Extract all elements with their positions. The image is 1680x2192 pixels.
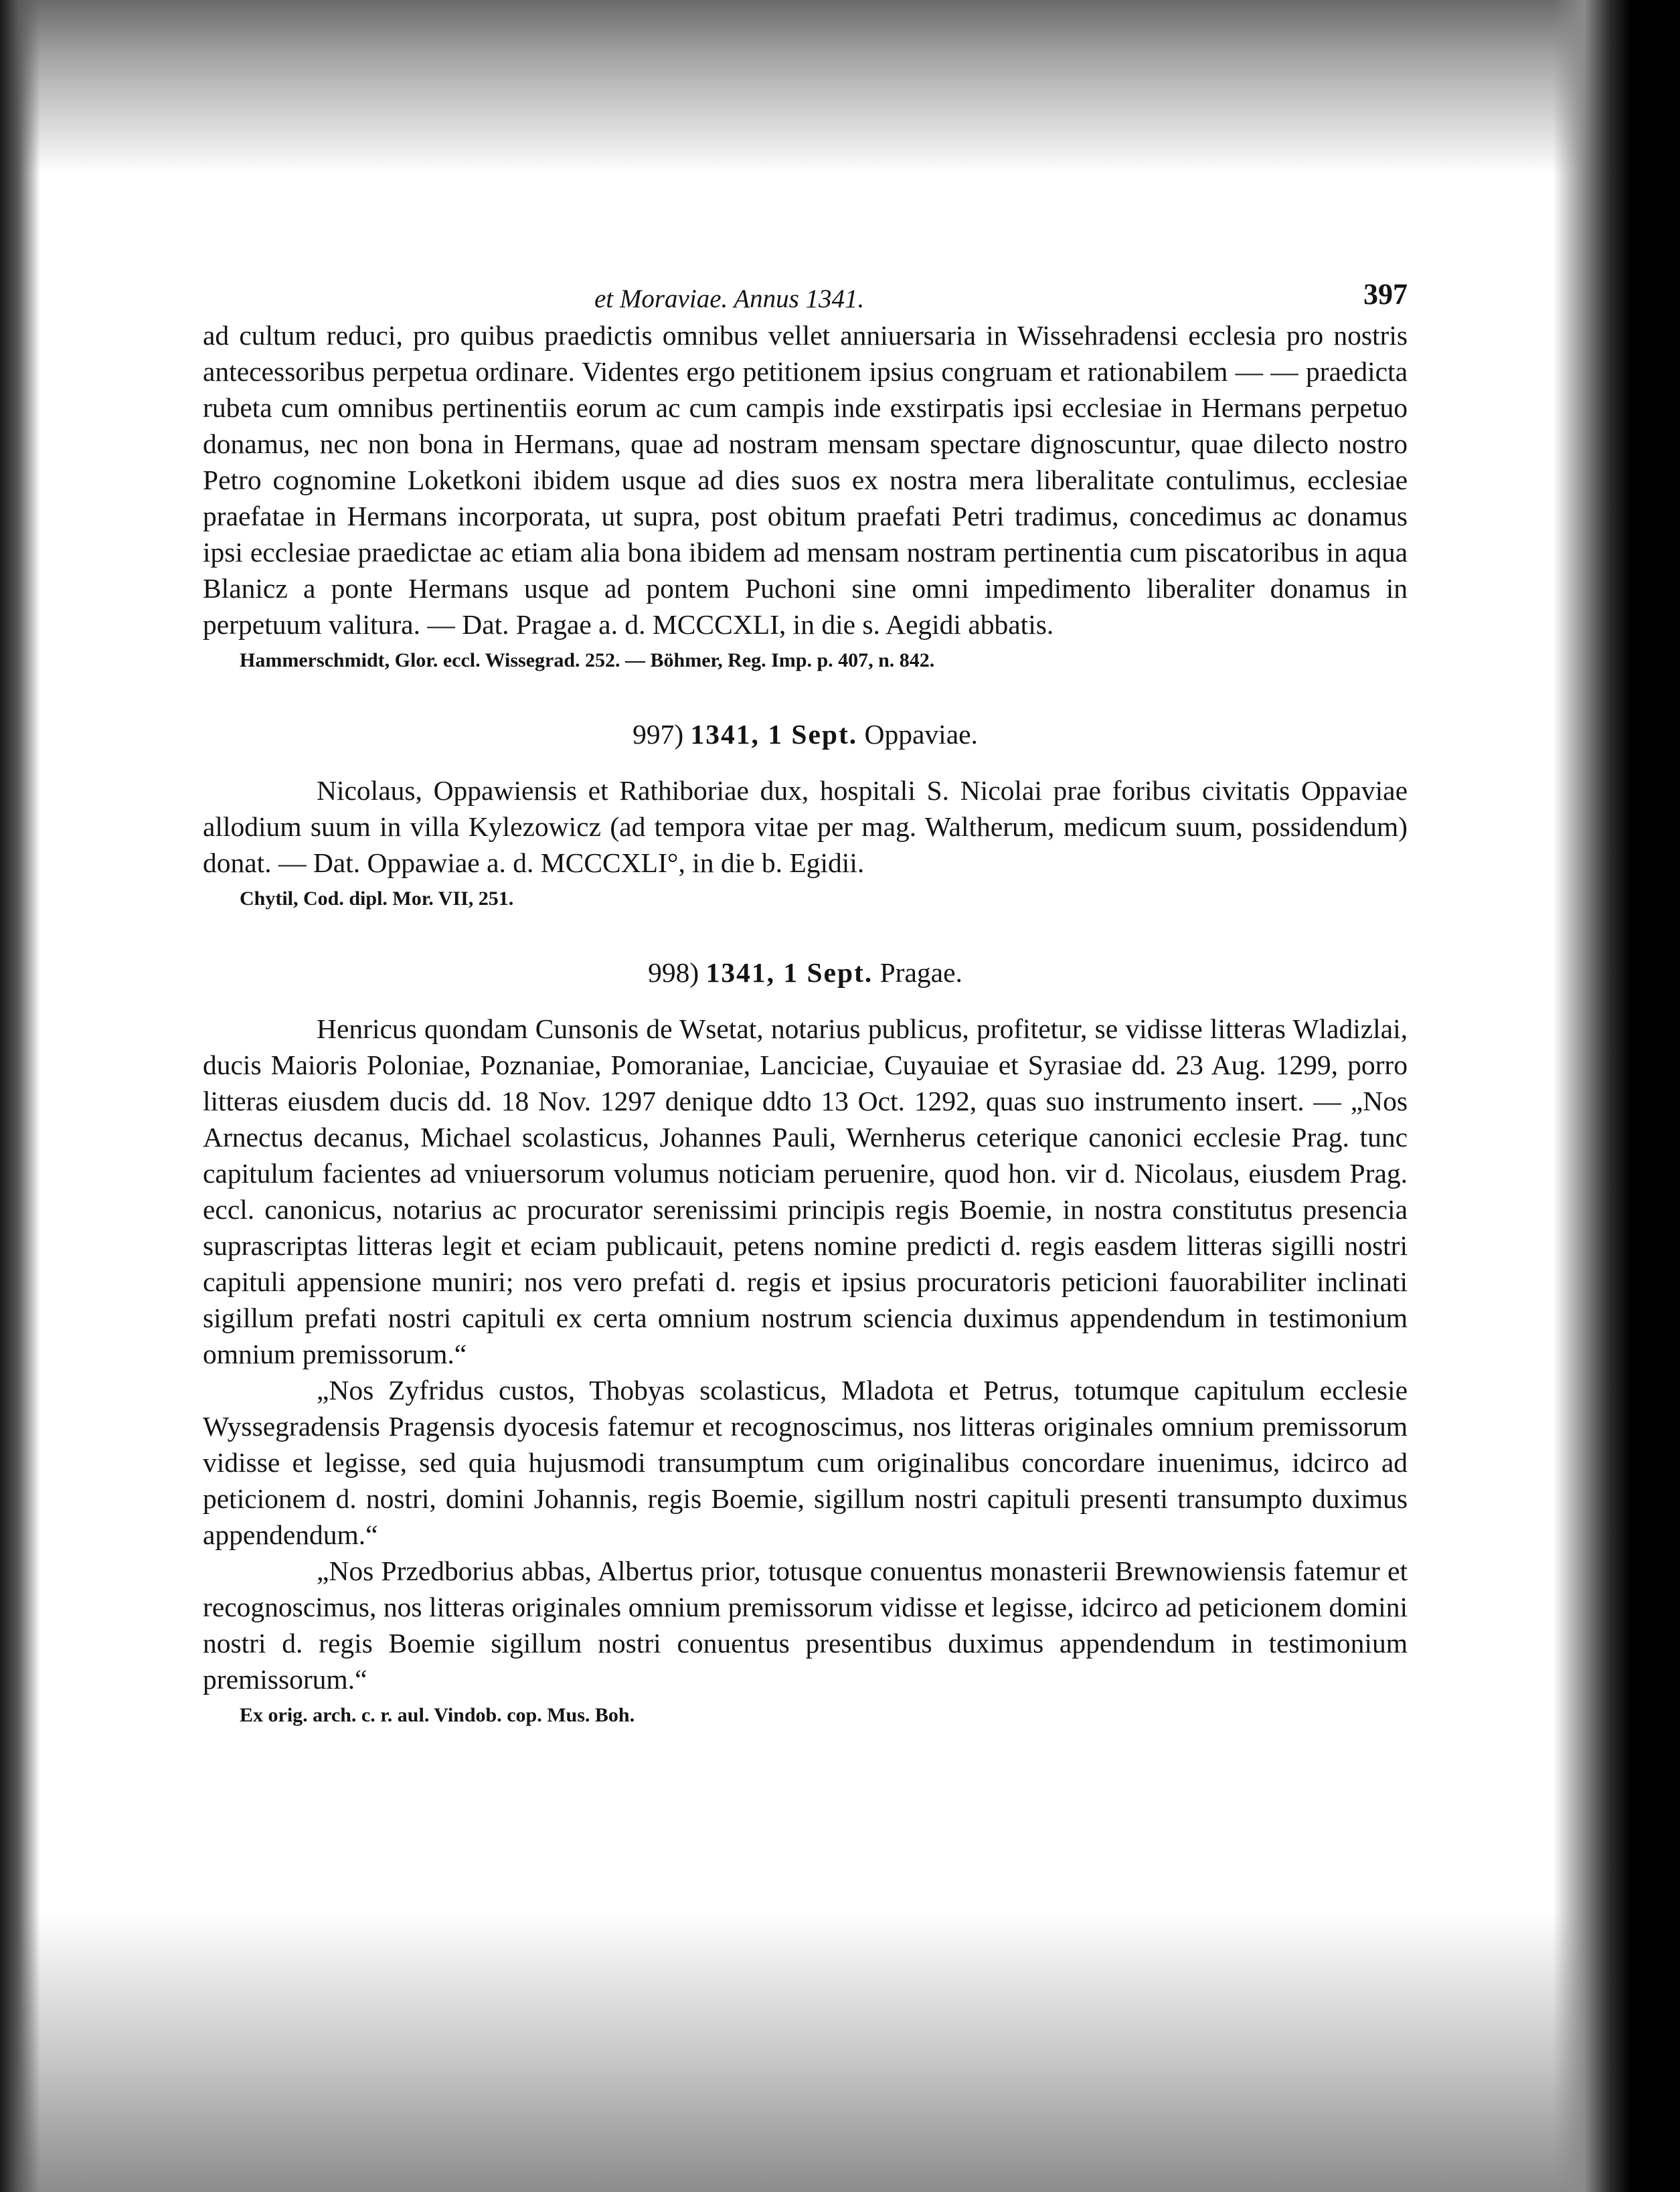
running-title: et Moraviae. Annus 1341. — [594, 284, 865, 313]
entry-998-citation: Ex orig. arch. c. r. aul. Vindob. cop. Mus. Boh. — [240, 1704, 635, 1726]
entry-997-citation: Chytil, Cod. dipl. Mor. VII, 251. — [240, 888, 514, 910]
document-page — [203, 274, 1408, 1730]
entry-place: Oppaviae. — [864, 719, 978, 750]
intro-citation: Hammerschmidt, Glor. eccl. Wissegrad. 252. — Böhmer, Reg. Imp. p. 407, n. 842. — [240, 649, 935, 671]
scan-shadow-bottom — [0, 1911, 1680, 2192]
entry-998-paragraph-2: „Nos Zyfridus custos, Thobyas scolasticus, Mladota et Petrus, totumque capitulum ecclesie Wyssegradensis Pragensis dyocesis fatemur et recognoscimus, nos litteras originales omnium premissorum vidisse et legisse, sed quia hujusmodi transumptum cum originalibus concordare inuenimus, idcirco ad peticionem d. nostri, domini Johannis, regis Boemie, sigillum nostri capituli presenti transumpto duximus appendendum.“ — [203, 1375, 1408, 1550]
entry-998-paragraph-1: Henricus quondam Cunsonis de Wsetat, notarius publicus, profitetur, se vidisse litteras Wladizlai, ducis Maioris Poloniae, Poznaniae, Pomoraniae, Lanciciae, Cuyauiae et Syrasiae dd. 23 Aug. 1299, porro litteras eiusdem ducis dd. 18 Nov. 1297 denique ddto 13 Oct. 1292, quas suo instrumento insert. — „Nos Arnectus decanus, Michael scolasticus, Johannes Pauli, Wernherus ceterique canonici ecclesie Prag. tunc capitulum facientes ad vniuersorum volumus noticiam peruenire, quod hon. vir d. Nicolaus, eiusdem Prag. eccl. canonicus, notarius ac procurator serenissimi principis regis Boemie, in nostra constitutus presencia suprascriptas litteras legit et eciam publicauit, petens nomine predicti d. regis easdem litteras sigilli nostri capituli appensione muniri; nos vero prefati d. regis et ipsius procuratoris peticioni fauorabiliter inclinati sigillum prefati nostri capituli ex certa omnium nostrum sciencia duximus appendendum in testimonium omnium premissorum.“ — [203, 1013, 1408, 1369]
entry-998-heading — [203, 954, 1408, 991]
entry-998-paragraph-3: „Nos Przedborius abbas, Albertus prior, totusque conuentus monasterii Brewnowiensis fatemur et recognoscimus, nos litteras originales omnium premissorum vidisse et legisse, idcirco ad peticionem domini nostri d. regis Boemie sigillum nostri conuentus presentibus duximus appendendum in testimonium premissorum.“ — [203, 1555, 1408, 1695]
entry-997-paragraph: Nicolaus, Oppawiensis et Rathiboriae dux, hospitali S. Nicolai prae foribus civitatis Oppaviae allodium suum in villa Kylezowicz (ad tempora vitae per mag. Waltherum, medicum suum, possidendum) donat. — Dat. Oppawiae a. d. MCCCXLI°, in die b. Egidii. — [203, 775, 1408, 878]
entry-number: 998) — [648, 957, 699, 988]
entry-place: Pragae. — [879, 957, 962, 988]
scan-shadow-right — [1553, 0, 1680, 2192]
entry-number: 997) — [633, 719, 684, 750]
scan-shadow-left — [0, 0, 40, 2192]
scan-shadow-top — [0, 0, 1680, 174]
entry-date: 1341, 1 Sept. — [705, 957, 873, 988]
page-number: 397 — [1363, 278, 1408, 311]
entry-997-heading — [203, 716, 1408, 752]
entry-date: 1341, 1 Sept. — [690, 719, 858, 750]
intro-paragraph: ad cultum reduci, pro quibus praedictis omnibus vellet anniuersaria in Wissehradensi ecclesia pro nostris antecessoribus perpetua ordinare. Videntes ergo petitionem ipsius congruam et rationabilem — — praedicta rubeta cum omnibus pertinentiis eorum ac cum campis inde exstirpatis ipsi ecclesiae in Hermans perpetuo donamus, nec non bona in Hermans, quae ad nostram mensam spectare dignoscuntur, quae dilecto nostro Petro cognomine Loketkoni ibidem usque ad dies suos ex nostra mera liberalitate contulimus, ecclesiae praefatae in Hermans incorporata, ut supra, post obitum praefati Petri tradimus, concedimus ac donamus ipsi ecclesiae praedictae ac etiam alia bona ibidem ad mensam nostram pertinentia cum piscatoribus in aqua Blanicz a ponte Hermans usque ad pontem Puchoni sine omni impedimento liberaliter donamus in perpetuum valitura. — Dat. Pragae a. d. MCCCXLI, in die s. Aegidi abbatis. — [203, 320, 1408, 640]
page-header — [203, 274, 1408, 317]
